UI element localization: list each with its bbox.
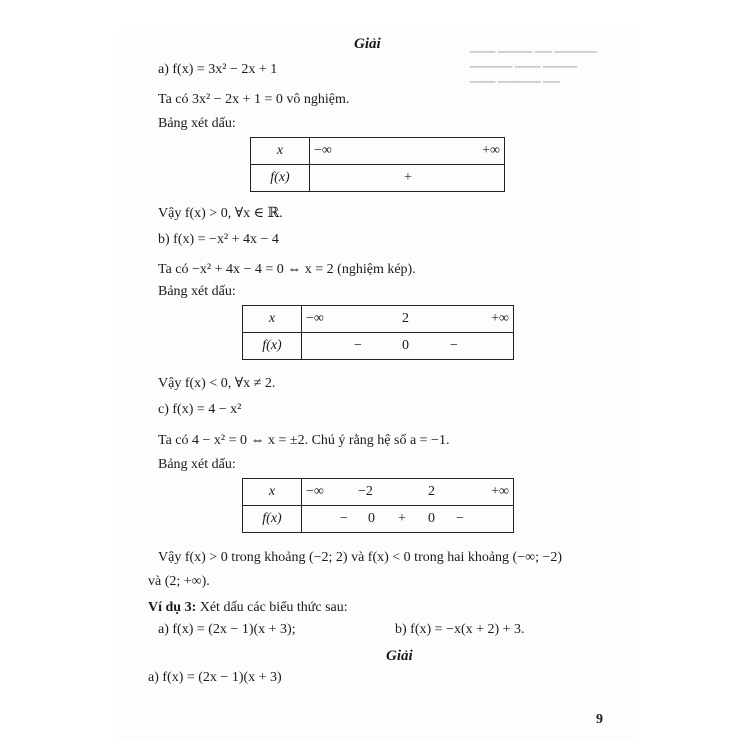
part-c-table-label: Bảng xét dấu: [158, 457, 236, 472]
table-c-fx-label: f(x) [243, 506, 302, 533]
part-b-table-label: Bảng xét dấu: [158, 284, 236, 299]
table-c-fx-row [302, 506, 514, 533]
table-b-x-row [302, 306, 514, 333]
part-c-conclusion-line2: và (2; +∞). [148, 574, 210, 589]
sign-table-a [250, 137, 505, 192]
table-a-x-pos-inf: +∞ [482, 143, 500, 158]
example-3-title: Ví dụ 3: [148, 600, 197, 615]
part-b-function: b) f(x) = −x² + 4x − 4 [158, 232, 279, 247]
table-c-sign-3: − [456, 511, 464, 526]
part-b-roots: Ta có −x² + 4x − 4 = 0 ⇔ x = 2 (nghiệm kép). [158, 262, 416, 277]
table-a-x-neg-inf: −∞ [314, 143, 332, 158]
example-3-item-b: b) f(x) = −x(x + 2) + 3. [395, 622, 525, 637]
example-3-item-a: a) f(x) = (2x − 1)(x + 3); [158, 622, 296, 637]
part-a-conclusion: Vậy f(x) > 0, ∀x ∈ ℝ. [158, 206, 283, 221]
table-b-zero: 0 [402, 338, 409, 353]
part-b-conclusion: Vậy f(x) < 0, ∀x ≠ 2. [158, 376, 276, 391]
part-a-roots: Ta có 3x² − 2x + 1 = 0 vô nghiệm. [158, 92, 350, 107]
table-a-fx-label: f(x) [251, 165, 310, 192]
table-c-x-minus-2: −2 [358, 484, 373, 499]
bleed-through-text: ▁▁▁ ▁▁▁▁ ▁▁ ▁▁▁▁▁ ▁▁▁▁▁ ▁▁▁ ▁▁▁▁ ▁▁▁ ▁▁▁▁▁ ▁▁ [470, 41, 597, 83]
sign-table-c [242, 478, 514, 533]
example-3-line [148, 600, 348, 616]
table-b-fx-label: f(x) [243, 333, 302, 360]
table-b-x-pos-inf: +∞ [491, 311, 509, 326]
example-3-text: Xét dấu các biểu thức sau: [199, 600, 348, 615]
part-c-conclusion-line1: Vậy f(x) > 0 trong khoảng (−2; 2) và f(x) < 0 trong hai khoảng (−∞; −2) [158, 550, 563, 565]
heading-giai-2: Giải [386, 648, 413, 664]
heading-giai: Giải [354, 36, 381, 52]
table-c-x-pos-inf: +∞ [491, 484, 509, 499]
table-b-x-label: x [243, 306, 302, 333]
table-b-sign-1: − [354, 338, 362, 353]
table-c-x-row [302, 479, 514, 506]
table-b-x-neg-inf: −∞ [306, 311, 324, 326]
part-a-table-label: Bảng xét dấu: [158, 116, 236, 131]
table-c-zero-2: 0 [428, 511, 435, 526]
table-c-sign-2: + [398, 511, 406, 526]
table-c-zero-1: 0 [368, 511, 375, 526]
table-b-fx-row [302, 333, 514, 360]
table-c-sign-1: − [340, 511, 348, 526]
solution-a: a) f(x) = (2x − 1)(x + 3) [148, 670, 282, 685]
page-number: 9 [596, 712, 603, 727]
sign-table-b [242, 305, 514, 360]
table-c-x-label: x [243, 479, 302, 506]
part-c-function: c) f(x) = 4 − x² [158, 402, 242, 417]
table-a-x-label: x [251, 138, 310, 165]
table-b-x-2: 2 [402, 311, 409, 326]
table-a-sign-plus: + [404, 170, 412, 185]
part-a-function: a) f(x) = 3x² − 2x + 1 [158, 62, 278, 77]
table-c-x-neg-inf: −∞ [306, 484, 324, 499]
table-c-x-2: 2 [428, 484, 435, 499]
table-a-x-row [310, 138, 505, 165]
part-c-roots: Ta có 4 − x² = 0 ⇔ x = ±2. Chú ý rằng hệ số a = −1. [158, 433, 450, 448]
table-a-fx-row [310, 165, 505, 192]
table-b-sign-2: − [450, 338, 458, 353]
